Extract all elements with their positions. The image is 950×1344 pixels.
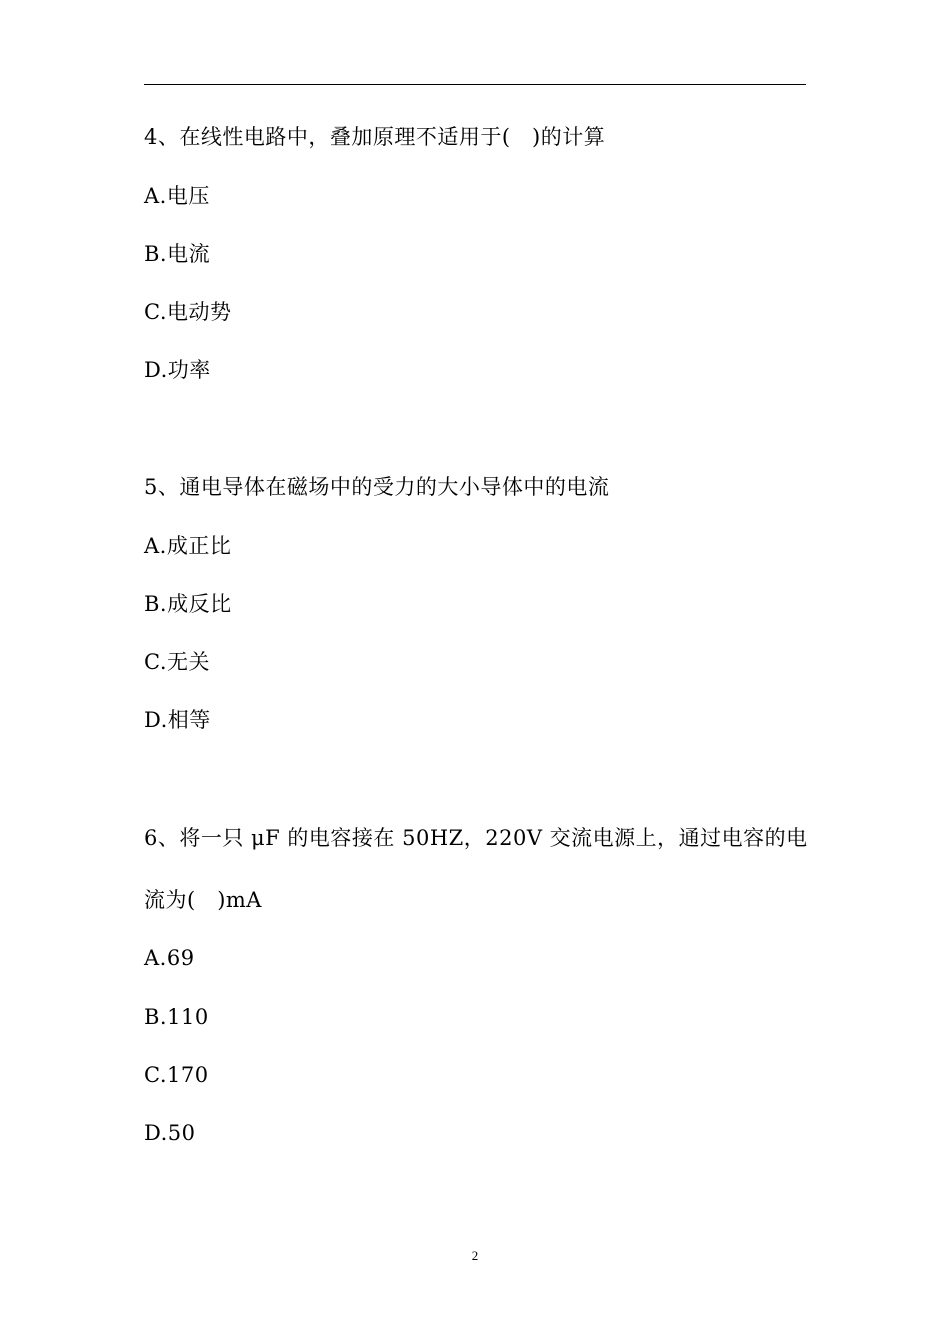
question-4-stem: 4、在线性电路中，叠加原理不适用于( )的计算 bbox=[144, 125, 606, 149]
question-4-option-d: D.功率 bbox=[144, 358, 211, 382]
question-4-option-a: A.电压 bbox=[144, 184, 210, 208]
question-5-option-c: C.无关 bbox=[144, 650, 210, 674]
question-5-option-d: D.相等 bbox=[144, 708, 211, 732]
question-6-option-d: D.50 bbox=[144, 1121, 196, 1145]
question-5-option-b: B.成反比 bbox=[144, 592, 232, 616]
question-5-stem: 5、通电导体在磁场中的受力的大小导体中的电流 bbox=[144, 475, 610, 499]
page-number: 2 bbox=[471, 1248, 479, 1263]
question-5-option-a: A.成正比 bbox=[144, 534, 232, 558]
question-4-option-b: B.电流 bbox=[144, 242, 211, 266]
question-6-option-b: B.110 bbox=[144, 1005, 209, 1029]
question-6-option-c: C.170 bbox=[144, 1063, 209, 1087]
question-6-stem-line-1: 6、将一只 μF 的电容接在 50HZ，220V 交流电源上，通过电容的电 bbox=[144, 826, 808, 850]
question-6-option-a: A.69 bbox=[144, 946, 195, 970]
question-6-stem-line-2: 流为( )mA bbox=[144, 888, 262, 912]
question-4-option-c: C.电动势 bbox=[144, 300, 232, 324]
header-rule bbox=[144, 84, 806, 85]
